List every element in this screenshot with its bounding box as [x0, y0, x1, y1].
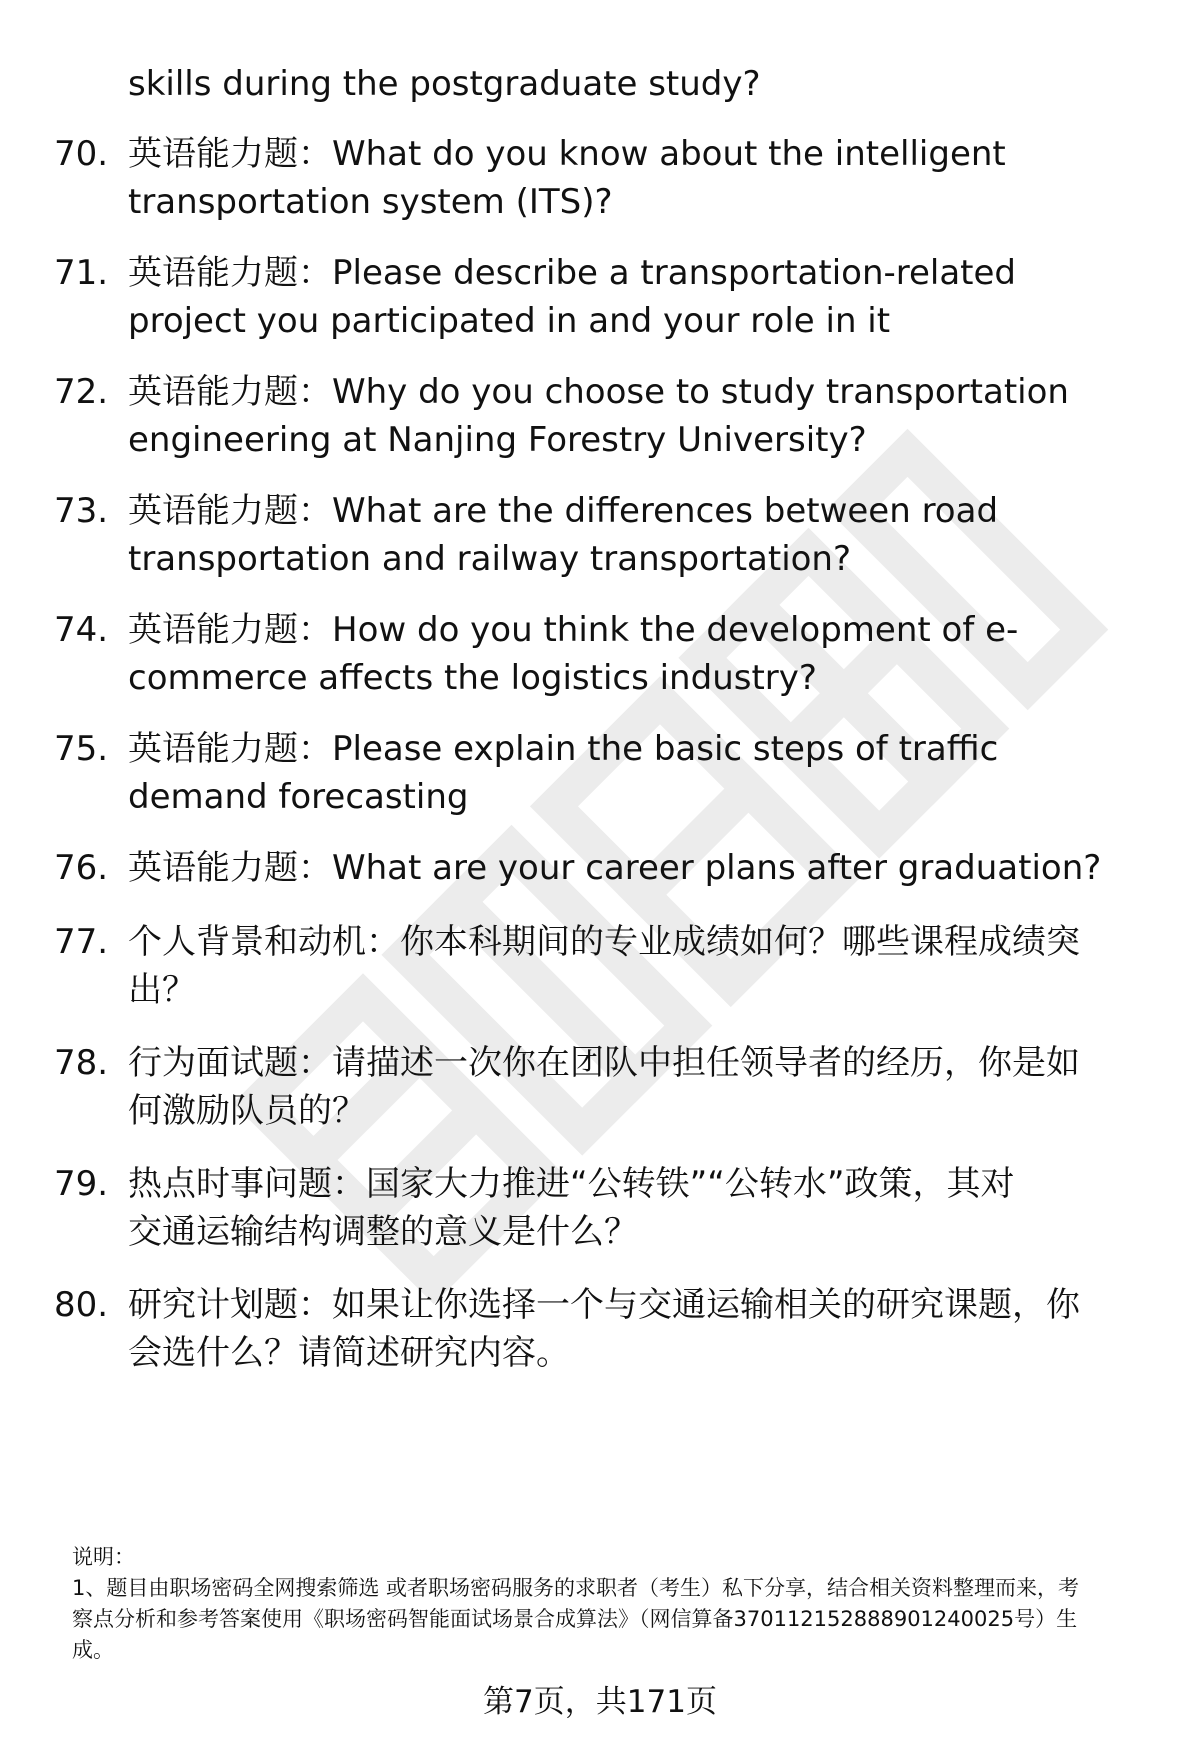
- question-number: 71.: [54, 253, 109, 293]
- question-line: 英语能力题：How do you think the development of e-: [128, 610, 1019, 650]
- question-line: demand forecasting: [128, 777, 469, 817]
- question-number: 80.: [54, 1285, 109, 1325]
- question-line: 英语能力题：What are the differences between road: [128, 491, 999, 531]
- question-line: 出？: [128, 970, 196, 1010]
- question-number: 76.: [54, 848, 109, 888]
- question-text: [128, 918, 1148, 1014]
- question-text: [128, 606, 1148, 702]
- continued-question-text: skills during the postgraduate study?: [128, 64, 761, 104]
- question-text: [128, 368, 1148, 464]
- question-text: [128, 1160, 1148, 1256]
- question-line: 英语能力题：Please describe a transportation-related: [128, 253, 1017, 293]
- question-line: engineering at Nanjing Forestry University?: [128, 420, 867, 460]
- question-text: [128, 487, 1148, 583]
- notes-heading: 说明：: [72, 1545, 135, 1569]
- question-line: 研究计划题：如果让你选择一个与交通运输相关的研究课题，你: [128, 1285, 1080, 1325]
- question-number: 73.: [54, 491, 109, 531]
- question-line: 行为面试题：请描述一次你在团队中担任领导者的经历，你是如: [128, 1043, 1080, 1083]
- question-number: 72.: [54, 372, 109, 412]
- question-line: project you participated in and your role in it: [128, 301, 891, 341]
- notes-line: 1、题目由职场密码全网搜索筛选 或者职场密码服务的求职者（考生）私下分享，结合相关资料整理而来，考: [72, 1576, 1080, 1600]
- question-line: 会选什么？请简述研究内容。: [128, 1333, 570, 1373]
- question-text: [128, 130, 1148, 226]
- notes-line: 察点分析和参考答案使用《职场密码智能面试场景合成算法》（网信算备370112152888901240025号）生: [72, 1607, 1078, 1631]
- question-text: [128, 249, 1148, 345]
- question-number: 77.: [54, 922, 109, 962]
- question-line: 英语能力题：What do you know about the intelligent: [128, 134, 1006, 174]
- notes-line: 成。: [72, 1638, 114, 1662]
- question-number: 79.: [54, 1164, 109, 1204]
- question-line: 英语能力题：What are your career plans after graduation?: [128, 848, 1102, 888]
- question-line: 个人背景和动机：你本科期间的专业成绩如何？哪些课程成绩突: [128, 922, 1080, 962]
- question-line: transportation system (ITS)?: [128, 182, 613, 222]
- question-line: 英语能力题：Please explain the basic steps of traffic: [128, 729, 999, 769]
- question-line: 何激励队员的？: [128, 1091, 366, 1131]
- question-number: 70.: [54, 134, 109, 174]
- notes-section: [72, 1542, 1152, 1666]
- question-number: 78.: [54, 1043, 109, 1083]
- question-number: 75.: [54, 729, 109, 769]
- question-line: 英语能力题：Why do you choose to study transportation: [128, 372, 1069, 412]
- page-number: 第7页，共171页: [483, 1684, 717, 1720]
- question-text: [128, 1281, 1148, 1377]
- question-text: [128, 1039, 1148, 1135]
- question-line: transportation and railway transportation?: [128, 539, 852, 579]
- question-line: 热点时事问题：国家大力推进“公转铁”“公转水”政策，其对: [128, 1164, 1015, 1204]
- question-text: [128, 725, 1148, 821]
- question-text: [128, 844, 1148, 892]
- question-line: commerce affects the logistics industry?: [128, 658, 817, 698]
- question-number: 74.: [54, 610, 109, 650]
- question-line: 交通运输结构调整的意义是什么？: [128, 1212, 638, 1252]
